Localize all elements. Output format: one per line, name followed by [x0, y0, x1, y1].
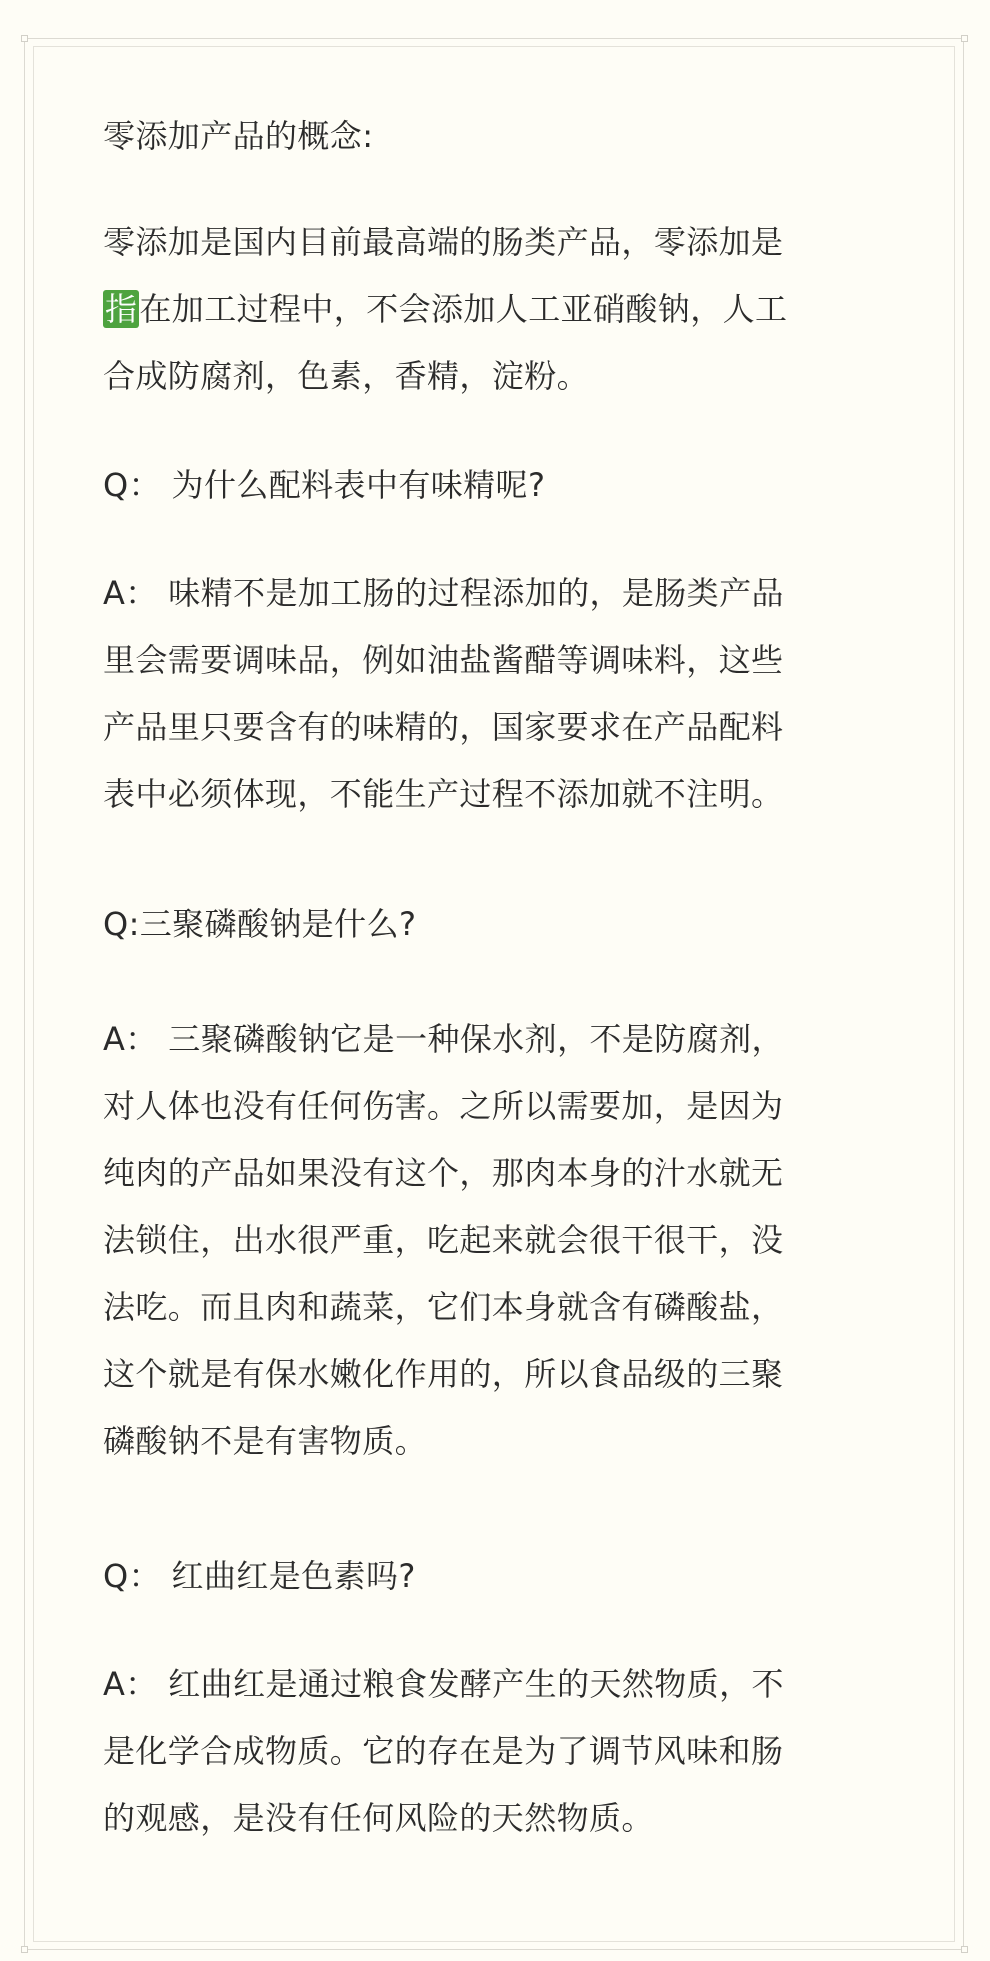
- question-sodium-tripolyphosphate: Q:三聚磷酸钠是什么?: [103, 905, 417, 943]
- answer-line: A： 红曲红是通过粮食发酵产生的天然物质，不: [103, 1665, 784, 1703]
- answer-line: 这个就是有保水嫩化作用的，所以食品级的三聚: [103, 1355, 784, 1393]
- concept-line: 合成防腐剂，色素，香精，淀粉。: [103, 357, 590, 395]
- answer-line: A： 三聚磷酸钠它是一种保水剂，不是防腐剂，: [103, 1020, 784, 1058]
- highlighted-character: 指: [105, 290, 138, 328]
- answer-line: 法吃。而且肉和蔬菜，它们本身就含有磷酸盐，: [103, 1288, 784, 1326]
- answer-line: 纯肉的产品如果没有这个，那肉本身的汁水就无: [103, 1154, 784, 1192]
- corner-ornament-bottom-right: [961, 1946, 968, 1953]
- corner-ornament-top-left: [21, 35, 28, 42]
- concept-line-rest: 在加工过程中，不会添加人工亚硝酸钠，人工: [139, 290, 788, 328]
- answer-line: 法锁住，出水很严重，吃起来就会很干很干，没: [103, 1221, 784, 1259]
- question-msg: Q： 为什么配料表中有味精呢?: [103, 466, 546, 504]
- answer-line: 对人体也没有任何伤害。之所以需要加，是因为: [103, 1087, 784, 1125]
- inner-border-frame: [33, 46, 955, 1942]
- question-red-yeast-red: Q： 红曲红是色素吗?: [103, 1557, 416, 1595]
- concept-line: 零添加是国内目前最高端的肠类产品，零添加是: [103, 223, 784, 261]
- answer-line: 产品里只要含有的味精的，国家要求在产品配料: [103, 708, 784, 746]
- answer-line: 是化学合成物质。它的存在是为了调节风味和肠: [103, 1732, 784, 1770]
- corner-ornament-bottom-left: [21, 1946, 28, 1953]
- answer-line: 磷酸钠不是有害物质。: [103, 1422, 428, 1460]
- answer-line: 的观感，是没有任何风险的天然物质。: [103, 1799, 654, 1837]
- answer-line: A： 味精不是加工肠的过程添加的，是肠类产品: [103, 574, 784, 612]
- answer-line: 表中必须体现，不能生产过程不添加就不注明。: [103, 775, 784, 813]
- corner-ornament-top-right: [961, 35, 968, 42]
- article-heading: 零添加产品的概念:: [103, 117, 374, 155]
- concept-line: [103, 289, 787, 329]
- answer-line: 里会需要调味品，例如油盐酱醋等调味料，这些: [103, 641, 784, 679]
